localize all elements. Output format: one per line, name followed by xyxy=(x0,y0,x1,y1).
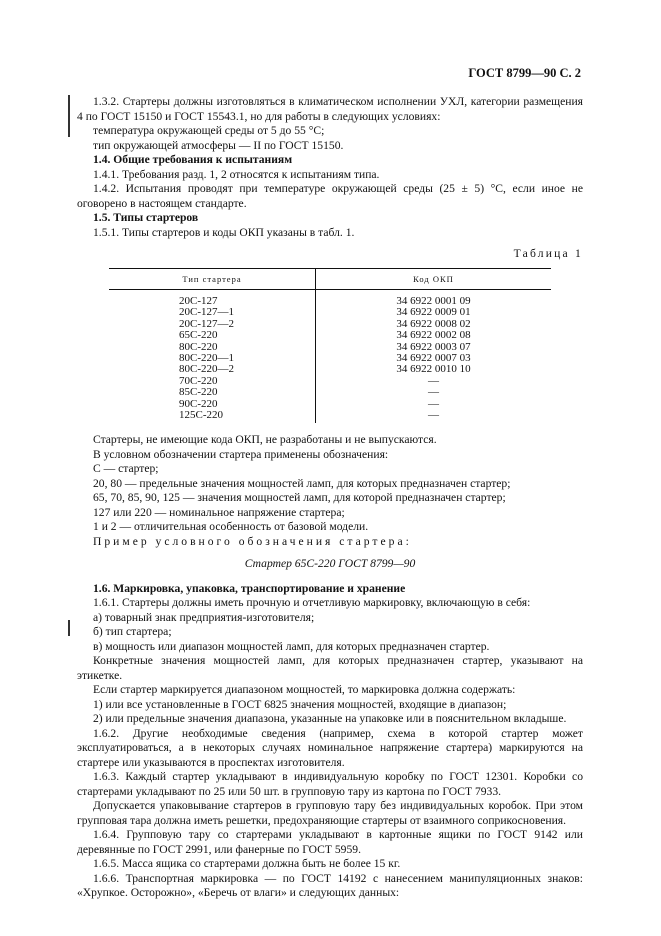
paragraph: 1.4. Общие требования к испытаниям xyxy=(93,153,293,166)
paragraph: 1.4.1. Требования разд. 1, 2 относятся к испытаниям типа. xyxy=(93,167,380,181)
paragraph: 1.6.2. Другие необходимые сведения (например, схема в которой стартер может эксплуатироваться, а в некоторых случаях номинальное напряжение стартера) маркируются на стартере или указываются в проспектах изготовителя. xyxy=(77,726,583,769)
paragraph: а) товарный знак предприятия-изготовителя; xyxy=(93,610,315,624)
paragraph: 1.5. Типы стартеров xyxy=(93,211,199,224)
revision-bar xyxy=(68,620,70,636)
paragraph: температура окружающей среды от 5 до 55 °С; xyxy=(93,124,325,137)
paragraph: Пример условного обозначения стартера: xyxy=(93,534,412,548)
table-cell-code: 34 6922 0010 10 xyxy=(396,363,471,376)
section-marking xyxy=(77,582,583,901)
table-cell-code: 34 6922 0001 09 xyxy=(396,295,471,307)
paragraph: 1.6. Маркировка, упаковка, транспортирование и хранение xyxy=(93,581,406,595)
table-column-codes xyxy=(316,290,552,424)
table-cell-code: 34 6922 0007 03 xyxy=(396,351,471,364)
page-body xyxy=(77,95,583,901)
paragraph: 1.6.5. Масса ящика со стартерами должна быть не более 15 кг. xyxy=(93,857,401,871)
section-designation xyxy=(77,433,583,549)
table-cell-type: 80С-220—2 xyxy=(179,363,234,376)
paragraph: тип окружающей атмосферы — II по ГОСТ 15150. xyxy=(93,138,344,152)
table-cell-code: — xyxy=(428,397,439,410)
table-cell-type: 70С-220 xyxy=(179,374,218,387)
table-cell-type: 20С-127—1 xyxy=(179,306,234,319)
table-caption: Таблица 1 xyxy=(513,247,583,260)
revision-bar xyxy=(68,95,70,137)
paragraph: 127 или 220 — номинальное напряжение стартера; xyxy=(93,505,345,519)
paragraph: б) тип стартера; xyxy=(93,625,172,639)
designation-example: Стартер 65С-220 ГОСТ 8799—90 xyxy=(244,557,416,571)
paragraph: 1.6.4. Групповую тару со стартерами укладывают в картонные ящики по ГОСТ 9142 или деревянные по ГОСТ 2991, или фанерные по ГОСТ 5959. xyxy=(77,828,583,856)
table-header-code: Код ОКП xyxy=(316,268,552,290)
table-cell-type: 125С-220 xyxy=(179,408,223,421)
table-cell-code: 34 6922 0003 07 xyxy=(396,340,471,353)
starter-types-table xyxy=(109,268,551,424)
paragraph: 1.5.1. Типы стартеров и коды ОКП указаны в табл. 1. xyxy=(93,225,355,239)
paragraph: 1.6.1. Стартеры должны иметь прочную и отчетливую маркировку, включающую в себя: xyxy=(93,596,531,610)
table-cell-type: 20С-127 xyxy=(179,295,218,307)
table-cell-code: — xyxy=(428,408,439,421)
paragraph: 1.6.3. Каждый стартер укладывают в индивидуальную коробку по ГОСТ 12301. Коробки со стартерами укладывают по 25 или 50 шт. в групповую тару из картона по ГОСТ 7933. xyxy=(77,770,583,798)
section-general xyxy=(77,95,583,240)
paragraph: 1) или все установленные в ГОСТ 6825 значения мощностей, входящие в диапазон; xyxy=(93,697,507,711)
paragraph: 1.3.2. Стартеры должны изготовляться в климатическом исполнении УХЛ, категории размещения 4 по ГОСТ 15150 и ГОСТ 15543.1, но для работы в следующих условиях: xyxy=(77,95,583,123)
paragraph: В условном обозначении стартера применены обозначения: xyxy=(93,447,389,461)
table-cell-type: 20С-127—2 xyxy=(179,317,234,330)
table-cell-code: — xyxy=(428,374,439,387)
table-cell-type: 90С-220 xyxy=(179,397,218,410)
table-cell-code: 34 6922 0008 02 xyxy=(396,317,471,330)
paragraph: С — стартер; xyxy=(93,462,159,476)
paragraph: в) мощность или диапазон мощностей ламп, для которых предназначен стартер. xyxy=(93,639,490,653)
paragraph: Если стартер маркируется диапазоном мощностей, то маркировка должна содержать: xyxy=(93,683,516,697)
table-cell-code: 34 6922 0002 08 xyxy=(396,329,471,342)
table-cell-type: 80С-220 xyxy=(179,340,218,353)
paragraph: 1.4.2. Испытания проводят при температуре окружающей среды (25 ± 5) °С, если иное не оговорено в настоящем стандарте. xyxy=(77,182,583,210)
table-cell-code: 34 6922 0009 01 xyxy=(396,306,471,319)
paragraph: Стартеры, не имеющие кода ОКП, не разработаны и не выпускаются. xyxy=(93,433,437,447)
table-cell-type: 80С-220—1 xyxy=(179,351,234,364)
paragraph: 2) или предельные значения диапазона, указанные на упаковке или в пояснительном вкладыше. xyxy=(93,712,567,726)
table-cell-type: 65С-220 xyxy=(179,329,218,342)
table-column-types xyxy=(109,290,316,424)
page-header: ГОСТ 8799—90 С. 2 xyxy=(468,66,581,80)
paragraph: Конкретные значения мощностей ламп, для которых предназначен стартер, указывают на этикетке. xyxy=(77,654,583,682)
paragraph: 20, 80 — предельные значения мощностей ламп, для которых предназначен стартер; xyxy=(93,476,511,490)
table-cell-type: 85С-220 xyxy=(179,386,218,399)
table-cell-code: — xyxy=(428,386,439,399)
paragraph: 65, 70, 85, 90, 125 — значения мощностей ламп, для которой предназначен стартер; xyxy=(93,491,506,505)
paragraph: 1.6.6. Транспортная маркировка — по ГОСТ 14192 с нанесением манипуляционных знаков: «Хрупкое. Осторожно», «Беречь от влаги» и следующих данных: xyxy=(77,871,583,900)
table-header-type: Тип стартера xyxy=(109,268,316,290)
paragraph: Допускается упаковывание стартеров в групповую тару без индивидуальных коробок. При этом групповая тара должна иметь решетки, предохраняющие стартеры от взаимного соприкосновения. xyxy=(77,799,583,827)
paragraph: 1 и 2 — отличительная особенность от базовой модели. xyxy=(93,520,369,534)
